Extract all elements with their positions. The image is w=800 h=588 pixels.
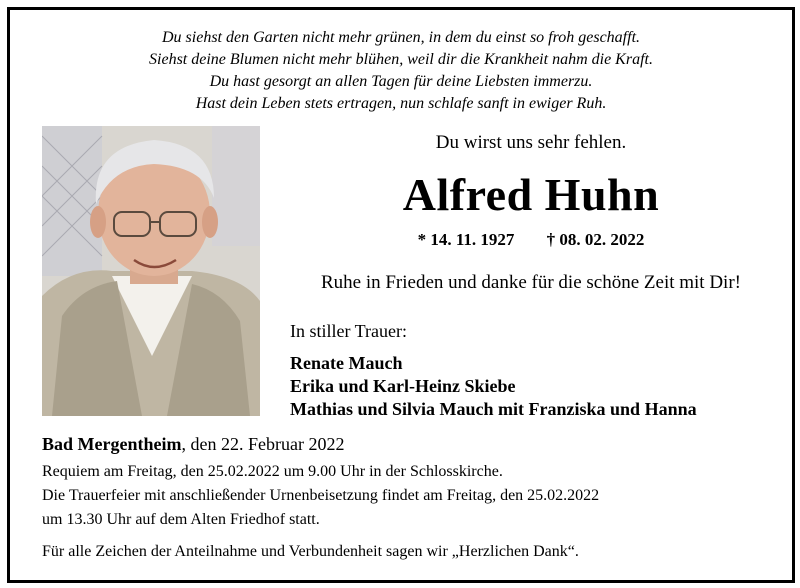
mourner-name: Mathias und Silvia Mauch mit Franziska und Hanna	[290, 399, 697, 419]
service-details	[42, 460, 782, 532]
place-name: Bad Mergentheim	[42, 434, 182, 454]
miss-line: Du wirst uns sehr fehlen.	[435, 132, 627, 153]
death-date: † 08. 02. 2022	[546, 230, 645, 249]
portrait-illustration	[42, 126, 260, 416]
place-date-line	[42, 432, 782, 456]
poem-line: Hast dein Leben stets ertragen, nun schlafe sanft in ewiger Ruh.	[195, 95, 607, 112]
place-date: , den 22. Februar 2022	[181, 434, 345, 454]
rest-line: Ruhe in Frieden und danke für die schöne Zeit mit Dir!	[320, 272, 741, 293]
service-info	[42, 432, 782, 564]
mourning-intro: In stiller Trauer:	[290, 321, 407, 341]
poem-line: Du siehst den Garten nicht mehr grünen, in dem du einst so froh geschafft.	[161, 29, 641, 46]
poem-line: Du hast gesorgt an allen Tagen für deine Liebsten immerzu.	[209, 73, 593, 90]
poem-line: Siehst deine Blumen nicht mehr blühen, weil dir die Krankheit nahm die Kraft.	[149, 51, 653, 68]
mourner-name: Erika und Karl-Heinz Skiebe	[290, 376, 516, 396]
deceased-name: Alfred Huhn	[402, 169, 660, 220]
thanks-line: Für alle Zeichen der Anteilnahme und Verbundenheit sagen wir „Herzlichen Dank“.	[42, 543, 579, 560]
life-dates	[270, 230, 792, 250]
obituary-notice	[7, 7, 795, 583]
mourner-name: Renate Mauch	[290, 353, 403, 373]
info-line: Die Trauerfeier mit anschließender Urnenbeisetzung findet am Freitag, den 25.02.2022	[42, 487, 600, 504]
poem	[10, 27, 792, 115]
portrait-photo	[42, 126, 260, 416]
info-line: Requiem am Freitag, den 25.02.2022 um 9.00 Uhr in der Schlosskirche.	[42, 463, 503, 480]
birth-date: * 14. 11. 1927	[417, 230, 515, 249]
mourners-list	[290, 352, 697, 421]
info-line: um 13.30 Uhr auf dem Alten Friedhof statt.	[42, 511, 320, 528]
